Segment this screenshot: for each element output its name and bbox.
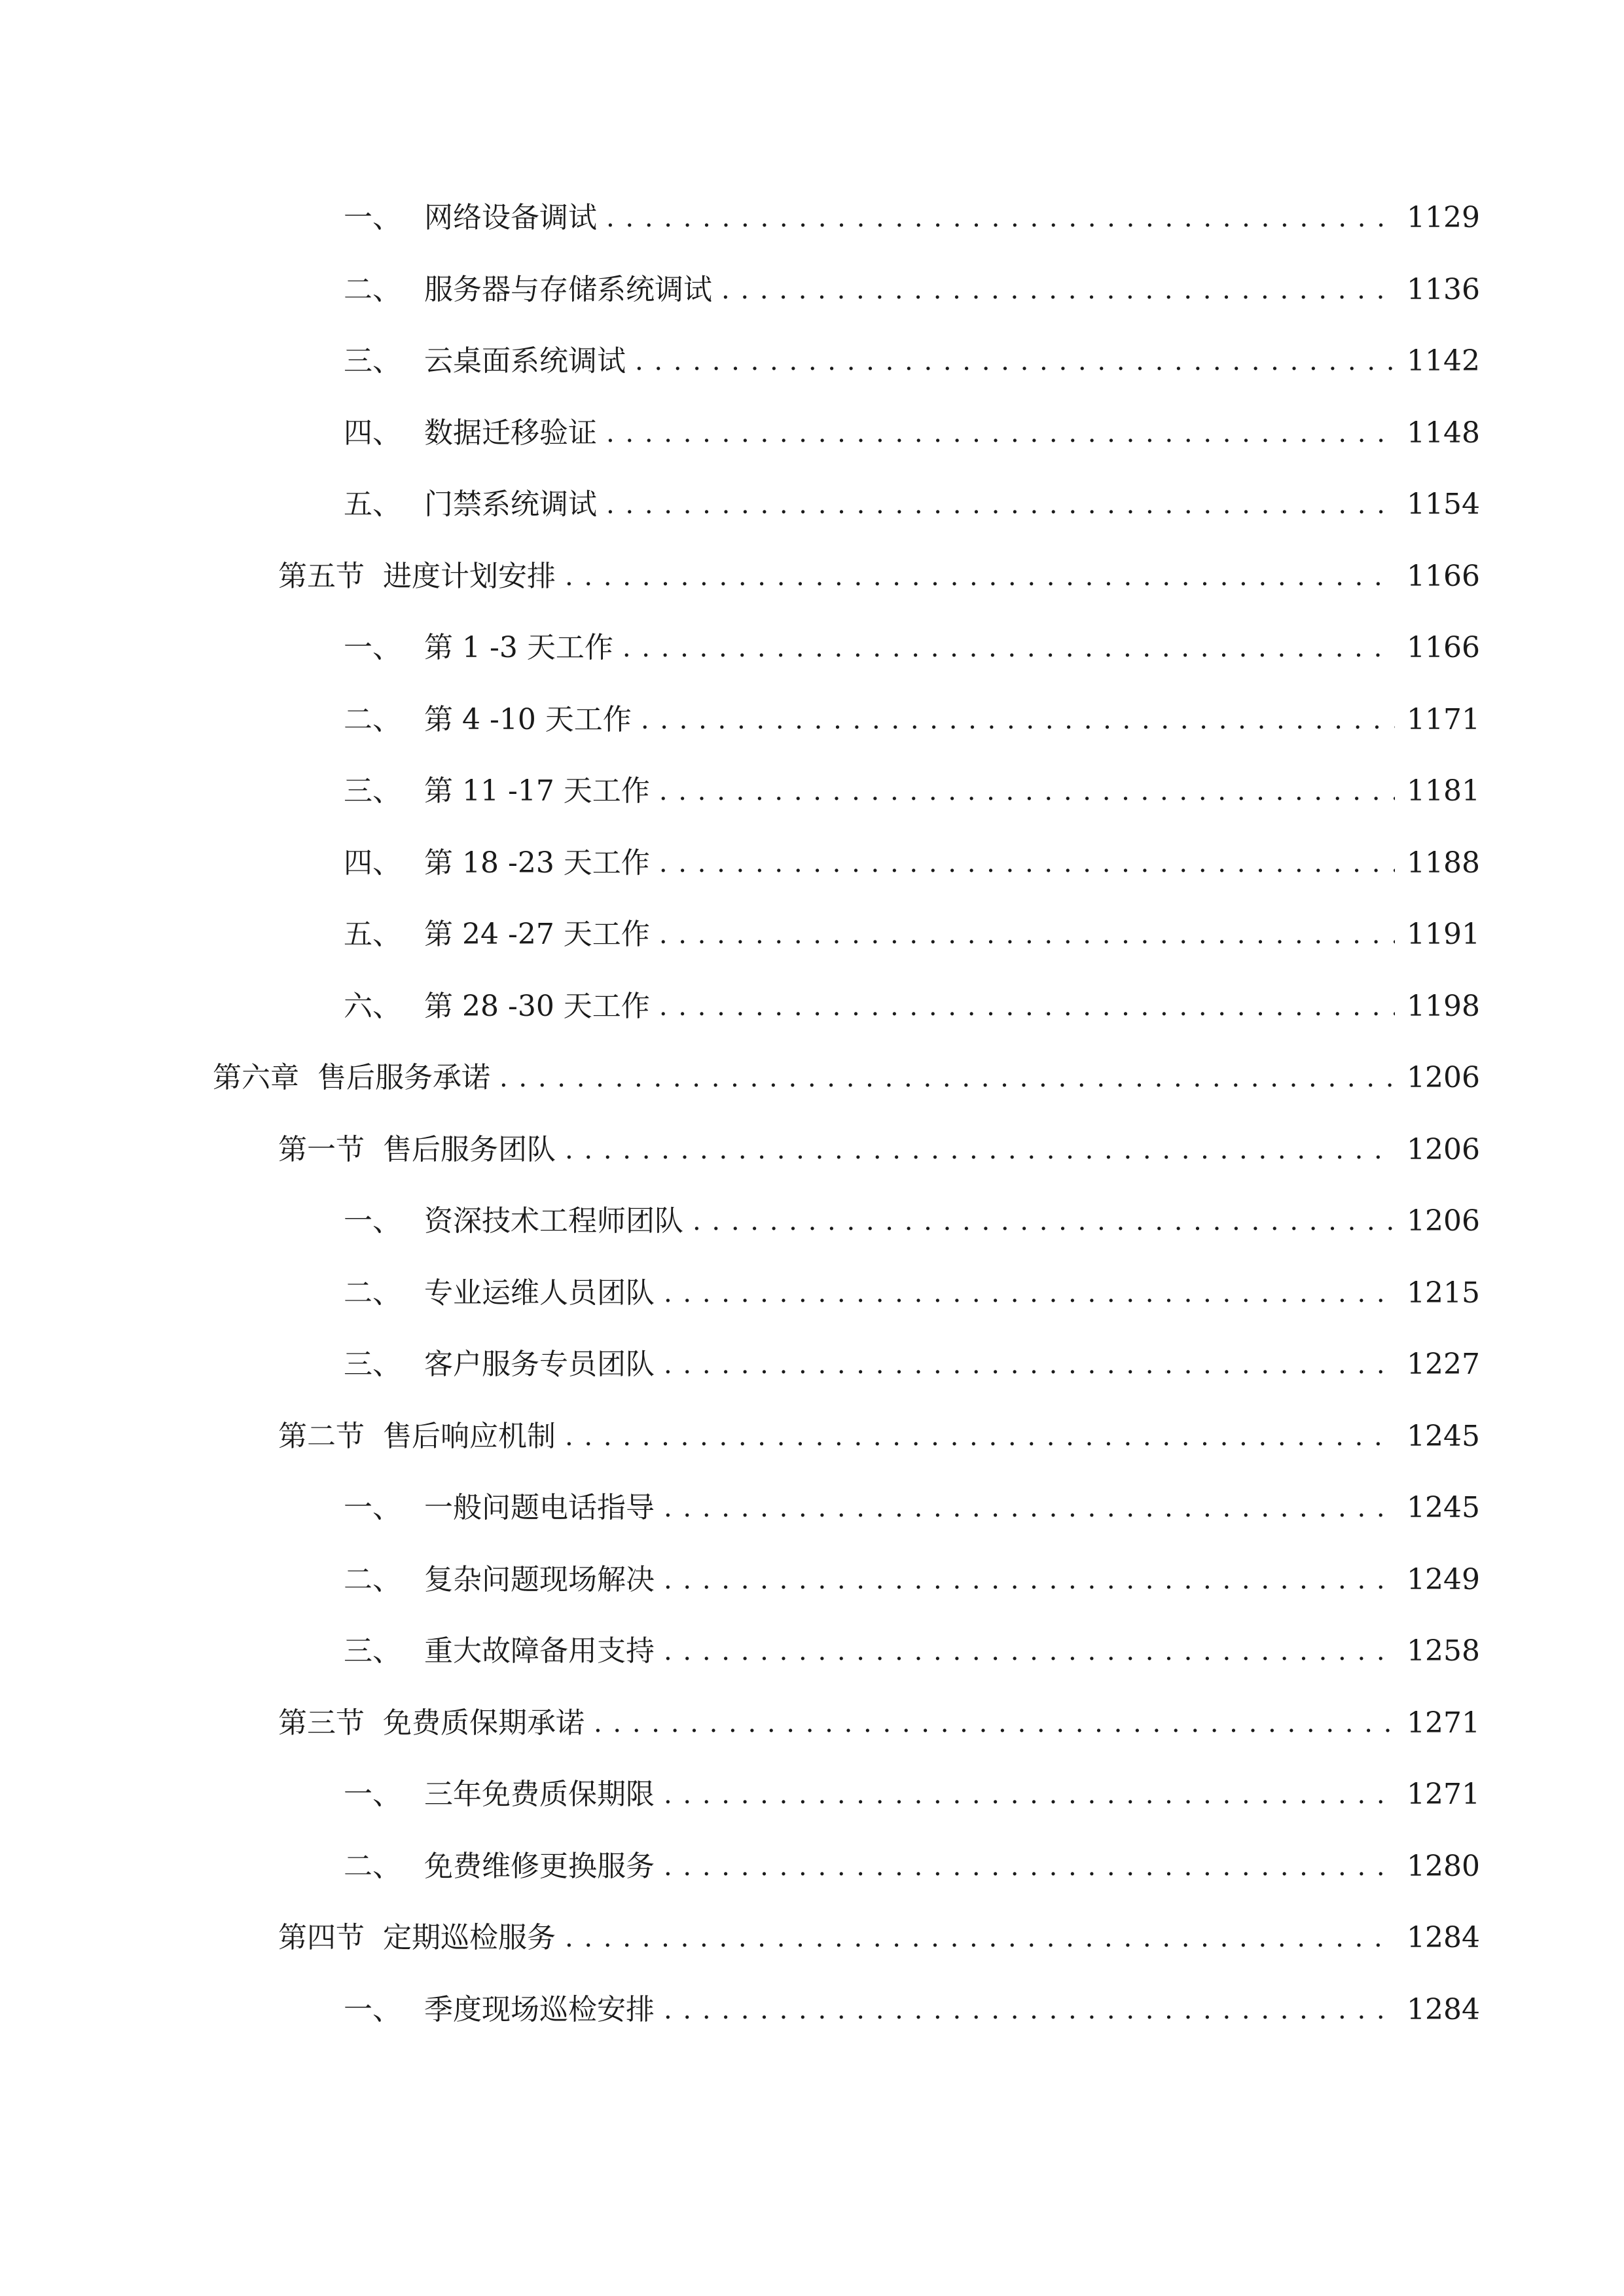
toc-entry-title: 服务器与存储系统调试 bbox=[424, 273, 712, 306]
toc-entry[interactable] bbox=[344, 768, 1480, 814]
toc-entry-title: 售后服务团队 bbox=[383, 1133, 556, 1166]
toc-entry-title: 售后响应机制 bbox=[383, 1420, 556, 1453]
toc-entry-title: 第 4 -10 天工作 bbox=[424, 703, 632, 736]
toc-entry-page: 1249 bbox=[1407, 1563, 1480, 1596]
toc-entry[interactable] bbox=[278, 1127, 1480, 1173]
toc-dot-leader bbox=[606, 482, 1395, 528]
toc-entry-title: 定期巡检服务 bbox=[383, 1921, 556, 1954]
toc-entry-number: 第四节 bbox=[278, 1921, 365, 1954]
toc-entry-title: 专业运维人员团队 bbox=[424, 1276, 655, 1310]
toc-entry-title: 第 28 -30 天工作 bbox=[424, 990, 650, 1023]
toc-entry-page: 1245 bbox=[1407, 1420, 1480, 1453]
toc-entry-page: 1206 bbox=[1407, 1133, 1480, 1166]
toc-entry-page: 1136 bbox=[1407, 273, 1480, 306]
toc-entry-number: 一、 bbox=[344, 1491, 401, 1524]
toc-entry-page: 1245 bbox=[1407, 1491, 1480, 1524]
toc-entry-number: 五、 bbox=[344, 488, 401, 521]
toc-dot-leader bbox=[664, 1342, 1395, 1388]
toc-entry-number: 二、 bbox=[344, 1563, 401, 1596]
toc-entry[interactable] bbox=[344, 1987, 1480, 2033]
toc-entry-page: 1271 bbox=[1407, 1778, 1480, 1811]
toc-entry[interactable] bbox=[344, 984, 1480, 1030]
toc-entry-number: 第一节 bbox=[278, 1133, 365, 1166]
toc-entry-number: 三、 bbox=[344, 1348, 401, 1381]
toc-entry[interactable] bbox=[344, 840, 1480, 886]
toc-entry[interactable] bbox=[344, 1342, 1480, 1388]
toc-entry[interactable] bbox=[344, 1844, 1480, 1890]
toc-dot-leader bbox=[659, 840, 1395, 886]
toc-dot-leader bbox=[499, 1055, 1395, 1101]
toc-entry-page: 1206 bbox=[1407, 1204, 1480, 1238]
toc-entry-number: 二、 bbox=[344, 703, 401, 736]
toc-entry-page: 1227 bbox=[1407, 1348, 1480, 1381]
toc-entry-number: 第五节 bbox=[278, 560, 365, 593]
toc-dot-leader bbox=[664, 1557, 1395, 1603]
toc-entry[interactable] bbox=[344, 482, 1480, 528]
toc-entry-title: 第 18 -23 天工作 bbox=[424, 846, 650, 880]
toc-entry-number: 二、 bbox=[344, 1850, 401, 1883]
toc-entry[interactable] bbox=[344, 1270, 1480, 1316]
toc-entry[interactable] bbox=[344, 338, 1480, 384]
toc-dot-leader bbox=[659, 912, 1395, 958]
toc-dot-leader bbox=[721, 267, 1395, 313]
toc-entry[interactable] bbox=[344, 1557, 1480, 1603]
toc-entry-page: 1142 bbox=[1407, 344, 1480, 378]
toc-entry-number: 三、 bbox=[344, 344, 401, 378]
toc-dot-leader bbox=[606, 195, 1395, 241]
toc-entry-number: 四、 bbox=[344, 416, 401, 450]
toc-entry-page: 1188 bbox=[1407, 846, 1480, 880]
toc-entry-title: 客户服务专员团队 bbox=[424, 1348, 655, 1381]
toc-dot-leader bbox=[664, 1270, 1395, 1316]
toc-dot-leader bbox=[594, 1700, 1395, 1746]
toc-entry-number: 二、 bbox=[344, 1276, 401, 1310]
toc-entry[interactable] bbox=[344, 697, 1480, 743]
toc-dot-leader bbox=[659, 984, 1395, 1030]
toc-entry-title: 季度现场巡检安排 bbox=[424, 1993, 655, 2026]
toc-entry-number: 一、 bbox=[344, 1778, 401, 1811]
toc-entry-number: 三、 bbox=[344, 1634, 401, 1668]
toc-dot-leader bbox=[565, 1414, 1395, 1460]
toc-entry-title: 免费维修更换服务 bbox=[424, 1850, 655, 1883]
toc-entry[interactable] bbox=[278, 1915, 1480, 1961]
toc-dot-leader bbox=[664, 1844, 1395, 1890]
toc-dot-leader bbox=[664, 1628, 1395, 1674]
toc-entry-number: 一、 bbox=[344, 1993, 401, 2026]
toc-dot-leader bbox=[565, 1127, 1395, 1173]
toc-entry[interactable] bbox=[278, 1700, 1480, 1746]
toc-entry-title: 第 24 -27 天工作 bbox=[424, 918, 650, 951]
toc-dot-leader bbox=[565, 554, 1395, 600]
toc-entry-number: 一、 bbox=[344, 631, 401, 664]
toc-entry-page: 1129 bbox=[1407, 201, 1480, 234]
toc-entry[interactable] bbox=[344, 410, 1480, 456]
toc-entry-page: 1198 bbox=[1407, 990, 1480, 1023]
toc-entry-number: 二、 bbox=[344, 273, 401, 306]
toc-entry[interactable] bbox=[278, 554, 1480, 600]
toc-entry-page: 1284 bbox=[1407, 1993, 1480, 2026]
toc-entry-title: 进度计划安排 bbox=[383, 560, 556, 593]
toc-entry-number: 第三节 bbox=[278, 1706, 365, 1740]
toc-dot-leader bbox=[664, 1772, 1395, 1818]
toc-entry-page: 1148 bbox=[1407, 416, 1480, 450]
toc-entry-title: 门禁系统调试 bbox=[424, 488, 597, 521]
toc-dot-leader bbox=[664, 1485, 1395, 1531]
toc-dot-leader bbox=[623, 625, 1395, 671]
toc-entry-number: 第六章 bbox=[213, 1061, 299, 1094]
toc-entry-number: 第二节 bbox=[278, 1420, 365, 1453]
toc-entry[interactable] bbox=[344, 1628, 1480, 1674]
toc-entry[interactable] bbox=[344, 267, 1480, 313]
toc-entry-title: 网络设备调试 bbox=[424, 201, 597, 234]
toc-entry-number: 六、 bbox=[344, 990, 401, 1023]
toc-entry-title: 一般问题电话指导 bbox=[424, 1491, 655, 1524]
toc-dot-leader bbox=[635, 338, 1395, 384]
toc-entry-page: 1271 bbox=[1407, 1706, 1480, 1740]
toc-entry[interactable] bbox=[344, 1485, 1480, 1531]
toc-entry[interactable] bbox=[278, 1414, 1480, 1460]
toc-entry-number: 五、 bbox=[344, 918, 401, 951]
toc-dot-leader bbox=[664, 1987, 1395, 2033]
toc-entry-page: 1154 bbox=[1407, 488, 1480, 521]
toc-entry[interactable] bbox=[213, 1055, 1480, 1101]
toc-entry-title: 资深技术工程师团队 bbox=[424, 1204, 683, 1238]
toc-entry-page: 1284 bbox=[1407, 1921, 1480, 1954]
toc-entry-number: 一、 bbox=[344, 1204, 401, 1238]
toc-dot-leader bbox=[606, 410, 1395, 456]
toc-entry-page: 1166 bbox=[1407, 560, 1480, 593]
toc-entry[interactable] bbox=[344, 912, 1480, 958]
toc-entry-page: 1166 bbox=[1407, 631, 1480, 664]
toc-entry-number: 一、 bbox=[344, 201, 401, 234]
toc-entry-page: 1206 bbox=[1407, 1061, 1480, 1094]
toc-dot-leader bbox=[641, 697, 1395, 743]
toc-dot-leader bbox=[693, 1198, 1395, 1244]
toc-entry-title: 云桌面系统调试 bbox=[424, 344, 626, 378]
toc-entry-title: 免费质保期承诺 bbox=[383, 1706, 585, 1740]
toc-entry-page: 1191 bbox=[1407, 918, 1480, 951]
toc-entry-page: 1171 bbox=[1407, 703, 1480, 736]
toc-entry-page: 1258 bbox=[1407, 1634, 1480, 1668]
toc-entry[interactable] bbox=[344, 1198, 1480, 1244]
toc-entry-title: 售后服务承诺 bbox=[317, 1061, 490, 1094]
toc-entry-title: 数据迁移验证 bbox=[424, 416, 597, 450]
toc-entry-page: 1280 bbox=[1407, 1850, 1480, 1883]
toc-dot-leader bbox=[565, 1915, 1395, 1961]
toc-entry-title: 第 1 -3 天工作 bbox=[424, 631, 613, 664]
toc-entry-page: 1181 bbox=[1407, 774, 1480, 808]
toc-entry-title: 三年免费质保期限 bbox=[424, 1778, 655, 1811]
toc-entry-title: 复杂问题现场解决 bbox=[424, 1563, 655, 1596]
toc-entry-number: 四、 bbox=[344, 846, 401, 880]
toc-entry-title: 第 11 -17 天工作 bbox=[424, 774, 650, 808]
toc-entry[interactable] bbox=[344, 1772, 1480, 1818]
toc-entry-number: 三、 bbox=[344, 774, 401, 808]
toc-entry-page: 1215 bbox=[1407, 1276, 1480, 1310]
toc-entry[interactable] bbox=[344, 195, 1480, 241]
toc-entry-title: 重大故障备用支持 bbox=[424, 1634, 655, 1668]
toc-entry[interactable] bbox=[344, 625, 1480, 671]
toc-dot-leader bbox=[659, 768, 1395, 814]
